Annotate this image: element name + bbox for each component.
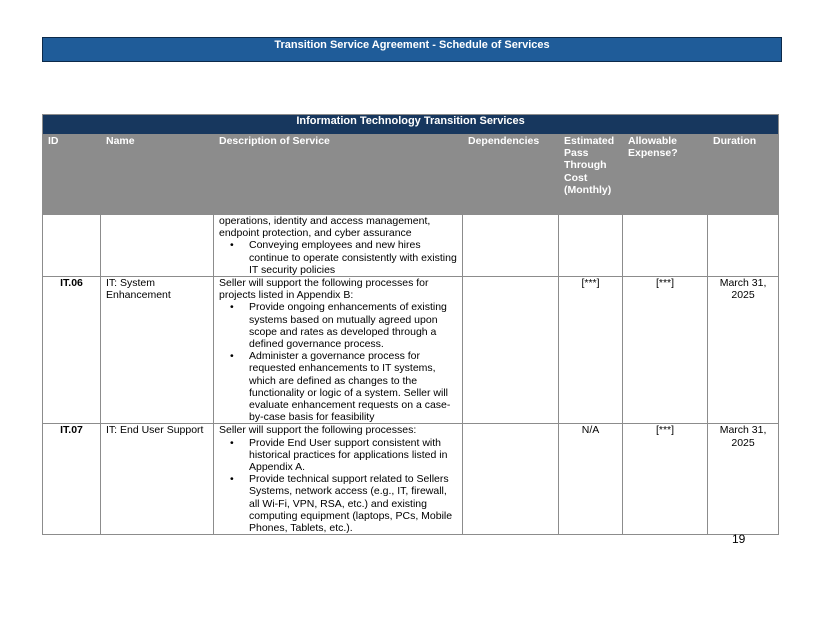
- column-header-duration: Duration: [708, 135, 779, 215]
- description-intro: Seller will support the following processes for projects listed in Appendix B:: [219, 277, 429, 302]
- row-id: [43, 215, 101, 277]
- row-dependencies: [463, 215, 559, 277]
- row-name: IT: End User Support: [101, 424, 214, 535]
- row-duration: March 31, 2025: [708, 424, 779, 535]
- list-item: • Provide technical support related to Sellers Systems, network access (e.g., IT, firewall, all Wi-Fi, VPN, RSA, etc.) and existing computing equipment (laptops, PCs, Mobile Phones, Tablets, etc.).: [219, 473, 457, 534]
- column-header-dependencies: Dependencies: [463, 135, 559, 215]
- row-id: IT.06: [43, 277, 101, 424]
- description-bullets: [219, 301, 457, 423]
- row-name: IT: System Enhancement: [101, 277, 214, 424]
- services-table: [42, 114, 779, 535]
- table-header-row: [43, 135, 779, 215]
- row-cost: [559, 215, 623, 277]
- table-row: [43, 215, 779, 277]
- description-intro: Seller will support the following processes:: [219, 424, 417, 437]
- column-header-id: ID: [43, 135, 101, 215]
- description-bullets: [219, 437, 457, 535]
- row-id: IT.07: [43, 424, 101, 535]
- column-header-allowable: Allowable Expense?: [623, 135, 708, 215]
- document-banner: Transition Service Agreement - Schedule of Services: [42, 37, 782, 62]
- row-allowable: [***]: [623, 424, 708, 535]
- column-header-name: Name: [101, 135, 214, 215]
- column-header-description: Description of Service: [214, 135, 463, 215]
- row-cost: N/A: [559, 424, 623, 535]
- list-item: • Conveying employees and new hires continue to operate consistently with existing IT security policies: [219, 239, 457, 276]
- row-dependencies: [463, 424, 559, 535]
- description-bullets: [219, 239, 457, 276]
- row-cost: [***]: [559, 277, 623, 424]
- column-header-cost: Estimated Pass Through Cost (Monthly): [559, 135, 623, 215]
- page-number: 19: [732, 532, 746, 546]
- list-item: • Administer a governance process for requested enhancements to IT systems, which are defined as changes to the functionality or logic of a system. Seller will evaluate enhancement requests on a case-by-case basis for feasibility: [219, 350, 457, 423]
- table-title: Information Technology Transition Services: [43, 115, 779, 135]
- row-description: [214, 215, 463, 277]
- list-item: • Provide ongoing enhancements of existing systems based on mutually agreed upon scope and rates as developed through a defined governance process.: [219, 301, 457, 350]
- row-allowable: [***]: [623, 277, 708, 424]
- table-row: [43, 424, 779, 535]
- row-allowable: [623, 215, 708, 277]
- row-name: [101, 215, 214, 277]
- table-title-row: [43, 115, 779, 135]
- row-dependencies: [463, 277, 559, 424]
- row-duration: March 31, 2025: [708, 277, 779, 424]
- row-description: [214, 424, 463, 535]
- row-description: [214, 277, 463, 424]
- row-duration: [708, 215, 779, 277]
- list-item: • Provide End User support consistent with historical practices for applications listed in Appendix A.: [219, 437, 457, 474]
- table-row: [43, 277, 779, 424]
- description-intro: operations, identity and access management, endpoint protection, and cyber assurance: [219, 215, 431, 240]
